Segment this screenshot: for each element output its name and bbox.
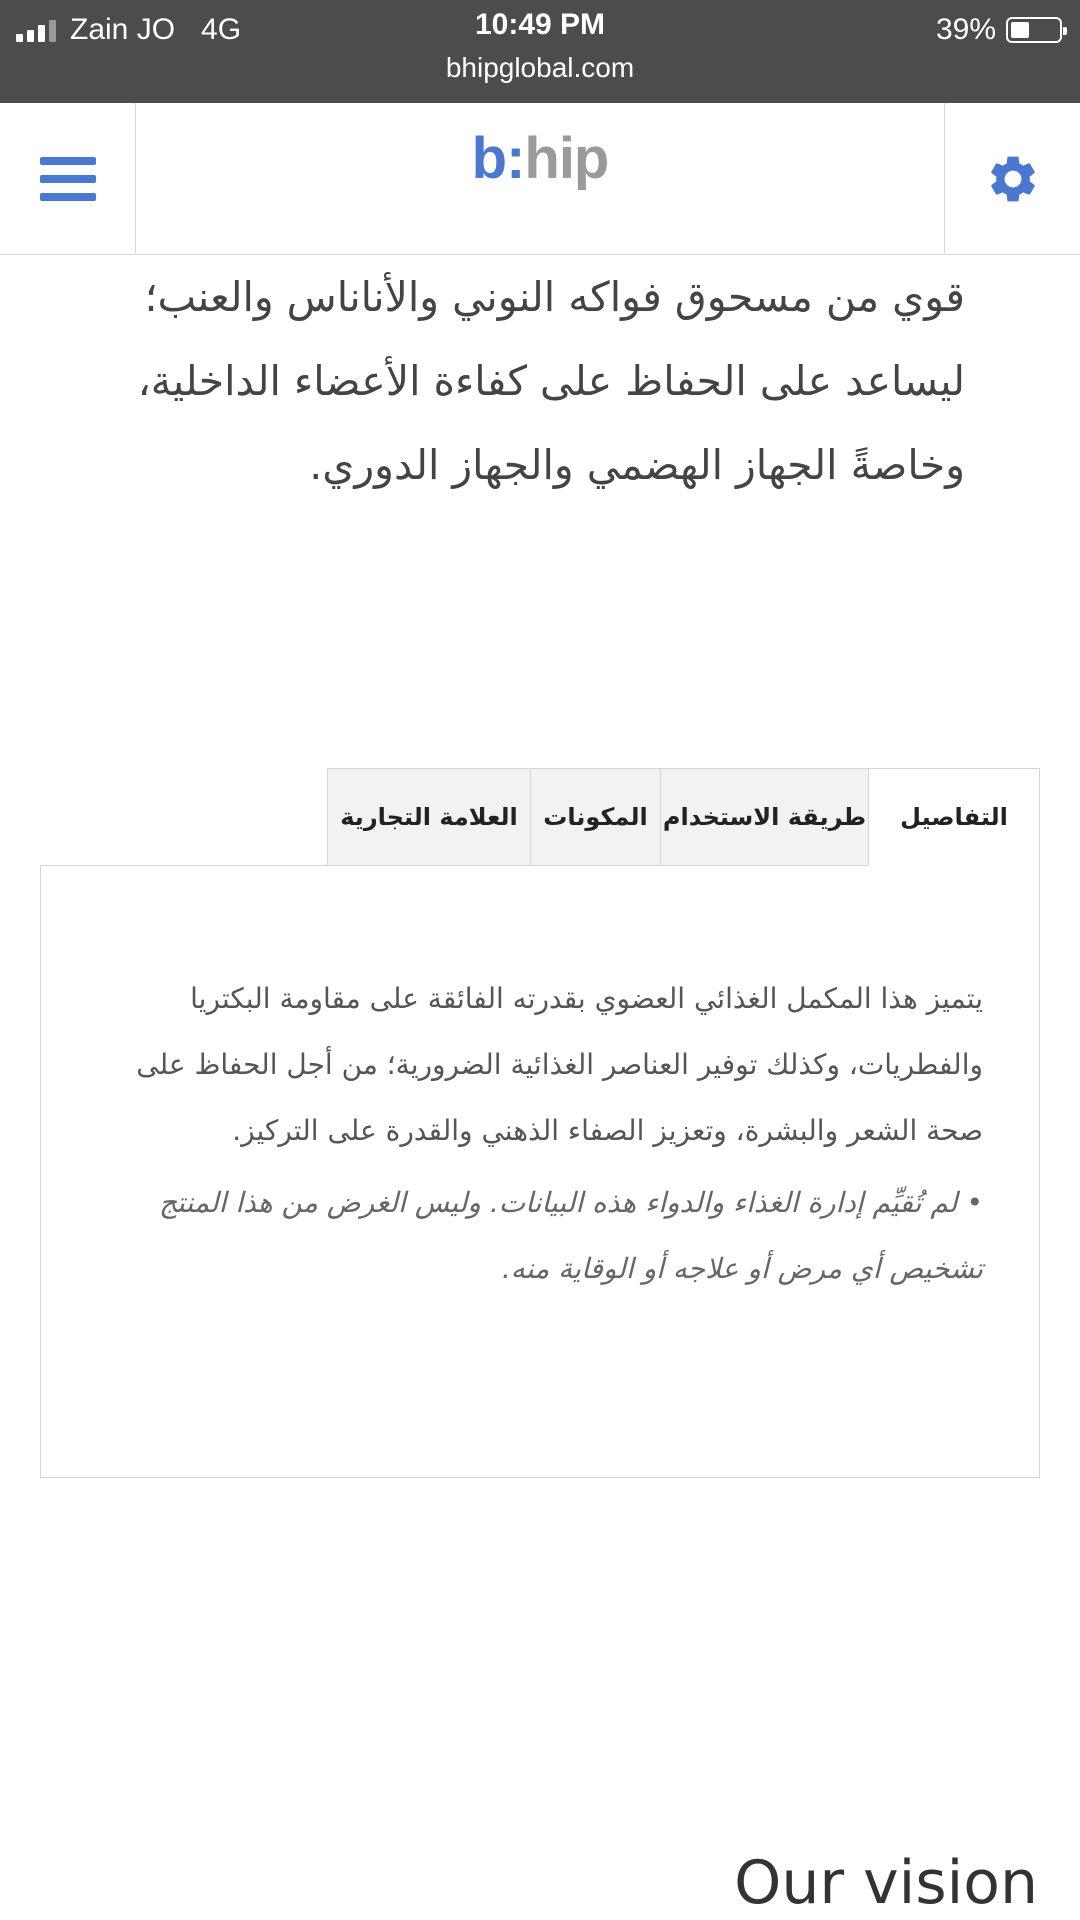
tab-ingredients[interactable]: المكونات <box>530 768 661 866</box>
details-paragraph: يتميز هذا المكمل الغذائي العضوي بقدرته الفائقة على مقاومة البكتريا والفطريات، وكذلك توفير العناصر الغذائية الضرورية؛ من أجل الحفاظ على صحة الشعر والبشرة، وتعزيز الصفاء الذهني والقدرة على التركيز. <box>136 982 983 1147</box>
product-tabs <box>40 768 1040 1479</box>
hamburger-icon <box>40 157 96 201</box>
tab-panel-details <box>40 865 1040 1478</box>
fda-disclaimer: • لم تُقيِّم إدارة الغذاء والدواء هذه البيانات. وليس الغرض من هذا المنتج تشخيص أي مرض أو علاجه أو الوقاية منه. <box>158 1186 983 1285</box>
settings-button[interactable] <box>944 103 1080 255</box>
site-header <box>0 103 1080 255</box>
tab-bar <box>40 768 1040 866</box>
carrier-name: Zain JO <box>70 13 176 46</box>
tab-brand[interactable]: العلامة التجارية <box>327 768 531 866</box>
tab-usage[interactable]: طريقة الاستخدام <box>660 768 869 866</box>
vision-heading: Our vision <box>734 1848 1038 1918</box>
menu-button[interactable] <box>0 103 136 255</box>
logo-b: b <box>471 126 507 191</box>
status-bar <box>0 0 1080 103</box>
status-right <box>936 10 1062 50</box>
intro-text <box>60 255 965 507</box>
address-bar-url[interactable]: bhipglobal.com <box>445 52 635 83</box>
battery-percent: 39% <box>935 13 996 46</box>
logo-colon: : <box>506 126 525 191</box>
intro-line: قوي من مسحوق فواكه النوني والأناناس والعنب؛ <box>144 273 965 321</box>
tab-details[interactable]: التفاصيل <box>868 768 1040 866</box>
network-type: 4G <box>201 13 242 46</box>
logo-hip: hip <box>524 126 609 191</box>
logo <box>472 125 609 255</box>
gear-icon <box>985 151 1041 207</box>
intro-line: ليساعد على الحفاظ على كفاءة الأعضاء الداخلية، <box>137 357 965 405</box>
battery-icon <box>1006 17 1062 43</box>
intro-line: وخاصةً الجهاز الهضمي والجهاز الدوري. <box>309 441 965 489</box>
logo-link[interactable] <box>136 103 944 255</box>
clock: 10:49 PM <box>474 8 606 41</box>
